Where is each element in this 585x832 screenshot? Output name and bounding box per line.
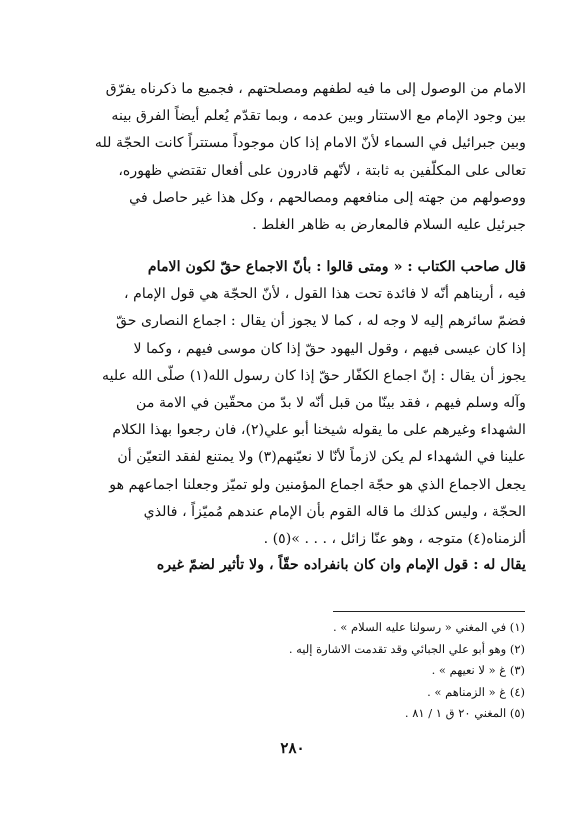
text-line: الشهداء وغيرهم على ما يقوله شيخنا أبو علي(٢)، فان رجعوا بهذا الكلام bbox=[112, 422, 526, 439]
footnote: (٣) غ « لا نعيهم » . bbox=[431, 663, 525, 677]
text-line: يقال له : قول الإمام وان كان بانفراده حقّاً ، ولا تأثير لضمّ غيره bbox=[156, 557, 526, 573]
paragraph-3 bbox=[78, 552, 526, 579]
text-line: يجعل الاجماع الذي هو حجّة اجماع المؤمنين ولو تميّز وجعلنا اجماعهم هو bbox=[109, 476, 526, 493]
text-line: ألزمناه(٤) متوجه ، وهو عنّا زائل ، . . . »(٥) . bbox=[263, 530, 526, 547]
text-line: علينا في الشهداء لم يكن لازماً لأنّا لا نعيّنهم(٣) ولا يمتنع لفقد التعيّن أن bbox=[117, 449, 526, 466]
footnote: (٤) غ « الزمناهم » . bbox=[427, 684, 525, 699]
text-line: فيه ، أريناهم أنّه لا فائدة تحت هذا القول ، لأنّ الحجّة هي قول الإمام ، bbox=[124, 286, 526, 303]
text-line: إذا كان عيسى فيهم ، وقول اليهود حقّ إذا كان موسى فيهم ، وكما لا bbox=[133, 340, 526, 357]
paragraph-1 bbox=[78, 76, 526, 239]
text-line: وبين جبرائيل في السماء لأنّ الامام إذا كان موجوداً مستتراً كانت الحجّة لله bbox=[94, 135, 526, 152]
footnote: (٢) وهو أبو علي الجبائي وقد تقدمت الاشارة إليه . bbox=[288, 641, 525, 656]
footnotes bbox=[200, 617, 525, 725]
text-line: ووصولهم من جهته إلى منافعهم ومصالحهم ، وكل هذا غير حاصل في bbox=[129, 189, 526, 206]
text-line: بين وجود الإمام مع الاستتار وبين عدمه ، وبما تقدّم يُعلم أيضاً الفرق بينه bbox=[111, 108, 526, 125]
text-line: وآله وسلم فيهم ، فقد بينّا من قبل أنّه لا بدّ من محقّين في الامة من bbox=[136, 394, 526, 411]
footnote-divider bbox=[333, 611, 525, 612]
page-number: ٢٨٠ bbox=[280, 739, 305, 757]
text-line: تعالى على المكلّفين به ثابتة ، لأنّهم قادرون على أفعال تقتضي ظهوره، bbox=[118, 162, 526, 179]
text-line: الامام من الوصول إلى ما فيه لطفهم ومصلحتهم ، فجميع ما ذكرناه يفرّق bbox=[105, 81, 526, 97]
text-line: جبرئيل عليه السلام فالمعارض به ظاهر الغلط . bbox=[252, 216, 526, 233]
text-line: الحجّة ، وليس كذلك ما قاله القوم بأن الإمام عندهم مُميّزاً ، فالذي bbox=[143, 503, 526, 520]
text-line: يجوز أن يقال : إنّ اجماع الكفّار حقّ إذا كان رسول الله(١) صلّى الله عليه bbox=[102, 367, 526, 384]
footnote: (١) في المغني « رسولنا عليه السلام » . bbox=[332, 620, 525, 634]
text-line: فضمّ سائرهم إليه لا وجه له ، كما لا يجوز أن يقال : اجماع النصارى حقّ bbox=[115, 313, 526, 330]
footnote: (٥) المغني ٢٠ ق ١ / ٨١ . bbox=[404, 706, 525, 720]
text-line: قال صاحب الكتاب : « ومتى قالوا : بأنّ الاجماع حقّ لكون الامام bbox=[147, 259, 526, 275]
paragraph-2 bbox=[78, 254, 526, 553]
